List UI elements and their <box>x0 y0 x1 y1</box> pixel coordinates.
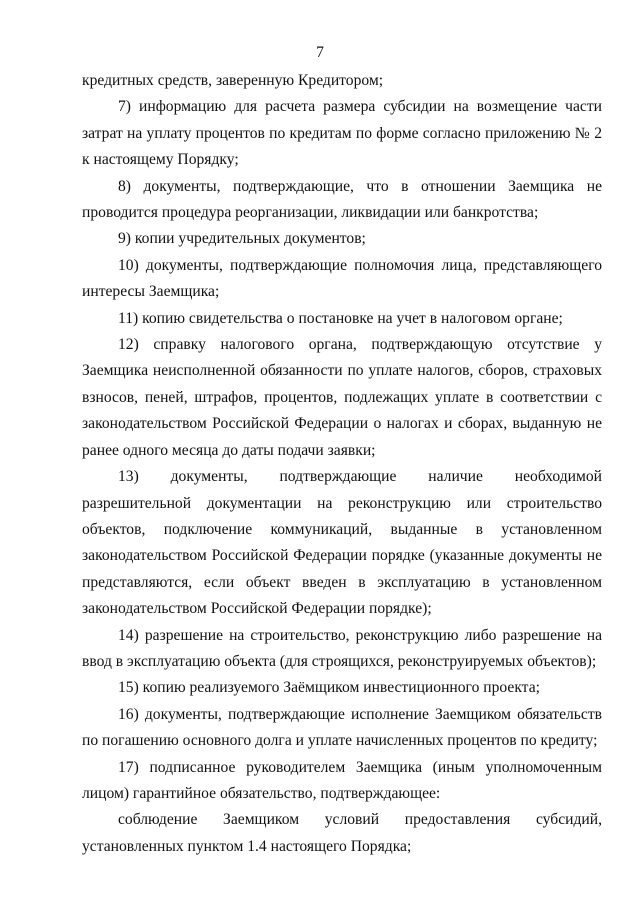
document-body <box>82 68 602 860</box>
page-number: 7 <box>316 44 324 61</box>
paragraph-item-17: 17) подписанное руководителем Заемщика (иным уполномоченным лицом) гарантийное обязательство, подтверждающее: <box>82 758 602 802</box>
paragraph-item-14: 14) разрешение на строительство, реконструкцию либо разрешение на ввод в эксплуатацию объекта (для строящихся, реконструируемых объектов); <box>82 626 602 670</box>
paragraph-item-16: 16) документы, подтверждающие исполнение Заемщиком обязательств по погашению основного долга и уплате начисленных процентов по кредиту; <box>82 705 602 750</box>
paragraph-continuation: кредитных средств, заверенную Кредитором; <box>82 72 384 89</box>
paragraph-item-10: 10) документы, подтверждающие полномочия лица, представляющего интересы Заемщика; <box>82 256 602 301</box>
paragraph-item-12: 12) справку налогового органа, подтверждающую отсутствие у Заемщика неисполненной обязанности по уплате налогов, сборов, страховых взносов, пеней, штрафов, процентов, подлежащих уплате в соответствии с законодательством Российской Федерации о налогах и сборах, выданную не ранее одного месяца до даты подачи заявки; <box>82 336 602 459</box>
paragraph-item-9: 9) копии учредительных документов; <box>118 230 366 248</box>
paragraph-item-11: 11) копию свидетельства о постановке на учет в налоговом органе; <box>118 309 563 327</box>
paragraph-sub-item: соблюдение Заемщиком условий предоставления субсидий, установленных пунктом 1.4 настоящего Порядка; <box>82 811 602 855</box>
paragraph-item-15: 15) копию реализуемого Заёмщиком инвестиционного проекта; <box>118 679 540 697</box>
paragraph-item-7: 7) информацию для расчета размера субсидии на возмещение части затрат на уплату процентов по кредитам по форме согласно приложению № 2 к настоящему Порядку; <box>82 98 602 169</box>
paragraph-item-13: 13) документы, подтверждающие наличие необходимой разрешительной документации на реконструкцию или строительство объектов, подключение коммуникаций, выданные в установленном законодательством Российской Федерации порядке (указанные документы не представляются, если объект введен в эксплуатацию в установленном законодательством Российской Федерации порядке); <box>82 468 602 618</box>
paragraph-item-8: 8) документы, подтверждающие, что в отношении Заемщика не проводится процедура реорганизации, ликвидации или банкротства; <box>82 177 602 222</box>
